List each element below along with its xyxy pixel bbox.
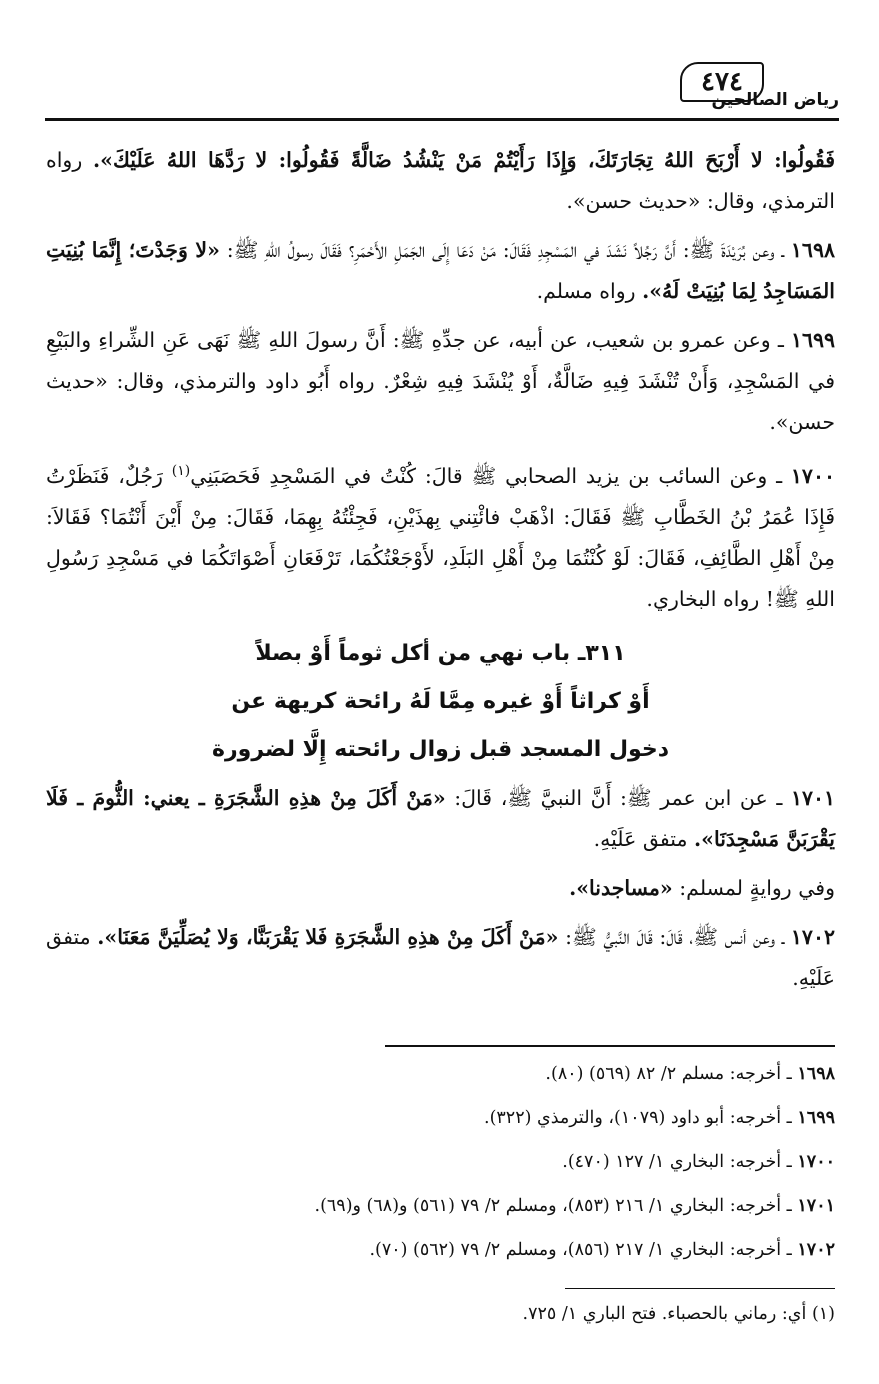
hadith-source: متفق عَلَيْهِ. bbox=[46, 924, 835, 990]
book-title: رياض الصالحين bbox=[711, 90, 839, 110]
footnote-text: ـ أخرجه: البخاري ١/ ٢١٦ (٨٥٣)، ومسلم ٢/ ٧٩ (٥٦١) و(٦٨) و(٦٩). bbox=[314, 1196, 792, 1216]
hadith-number: ١٦٩٩ bbox=[790, 328, 835, 352]
hadith-text: ـ وعن عمرو بن شعيب، عن أبيه، عن جدِّهِ ﷺ: أَنَّ رسولَ اللهِ ﷺ نَهَى عَنِ الشِّراءِ والبَيْعِ في المَسْجِدِ، وَأَنْ تُنْشَدَ فِيهِ ضَالَّةٌ، أَوْ يُنْشَدَ فِيهِ شِعْرٌ. رواه أَبُو داود والترمذي، وقال: «حديث حسن». bbox=[46, 328, 835, 434]
hadith-number: ١٧٠٢ bbox=[790, 924, 835, 949]
footnote-text: ـ أخرجه: أبو داود (١٠٧٩)، والترمذي (٣٢٢). bbox=[484, 1108, 792, 1128]
page-header bbox=[45, 60, 839, 122]
hadith-text: ـ عن ابن عمر ﷺ: أَنَّ النبيَّ ﷺ، قَالَ: bbox=[454, 785, 783, 810]
endnote bbox=[46, 1298, 835, 1330]
hadith-1699 bbox=[46, 320, 835, 443]
hadith-text: ـ وعن أنس ﷺ، قَالَ: قَالَ النَّبيُّ ﷺ: bbox=[565, 924, 785, 949]
footnote-1699 bbox=[46, 1096, 835, 1140]
hadith-text-continued: رَجُلٌ، فَنَظَرْتُ فَإِذَا عُمَرُ بْنُ الخَطَّابِ ﷺ فَقَالَ: اذْهَبْ فائْتِني بِهذَيْنِ، فَجِئْتُهُ بِهِمَا، فَقَالَ: مِنْ أَيْنَ أَنْتُمَا؟ فَقَالاَ: مِنْ أَهْلِ الطَّائِفِ، فَقَالَ: لَوْ كُنْتُمَا مِنْ أَهْلِ البَلَدِ، لأَوْجَعْتُكُمَا، تَرْفَعَانِ أَصْوَاتَكُمَا في مَسْجِدِ رَسُولِ اللهِ ﷺ! رواه البخاري. bbox=[46, 463, 835, 611]
hadith-number: ١٧٠٠ bbox=[790, 463, 835, 488]
page-number: ٤٧٤ bbox=[680, 62, 764, 102]
endnote-mark: (١) bbox=[811, 1304, 835, 1324]
hadith-text: ـ وعن السائب بن يزيد الصحابي ﷺ قالَ: كُنْتُ في المَسْجِدِ فَحَصَبَنِي bbox=[190, 463, 783, 488]
chapter-heading-line-2: أَوْ كراثاً أَوْ غيره مِمَّا لَهُ رائحة كريهة عن bbox=[231, 688, 650, 714]
hadith-text: ـ وعن بُرَيْدَةَ ﷺ: أَنَّ رَجُلاً نَشَدَ في المَسْجِدِ فَقَالَ: مَنْ دَعَا إِلَى الجَمَلِ الأَحْمَرِ؟ فَقَالَ رسولُ اللهِ ﷺ: bbox=[226, 238, 785, 262]
footnote-number: ١٧٠٠ bbox=[797, 1152, 835, 1172]
hadith-1701 bbox=[46, 778, 835, 860]
variant-intro: وفي روايةٍ لمسلم: bbox=[679, 875, 835, 900]
hadith-1702 bbox=[46, 917, 835, 999]
hadith-number: ١٦٩٨ bbox=[790, 238, 835, 262]
footnote-mark: (١) bbox=[171, 463, 191, 479]
hadith-source: متفق عَلَيْهِ. bbox=[593, 826, 688, 851]
footnote-1700 bbox=[46, 1140, 835, 1184]
variant-quote: «مساجدنا». bbox=[569, 875, 673, 900]
footnote-1701 bbox=[46, 1184, 835, 1228]
footnote-number: ١٧٠١ bbox=[797, 1196, 835, 1216]
header-rule bbox=[45, 118, 839, 121]
chapter-heading bbox=[46, 630, 835, 774]
footnote-text: ـ أخرجه: مسلم ٢/ ٨٢ (٥٦٩) (٨٠). bbox=[545, 1064, 792, 1084]
chapter-heading-line-1: ٣١١ـ باب نهي من أكل ثوماً أَوْ بصلاً bbox=[255, 640, 626, 666]
footnotes bbox=[46, 1052, 835, 1272]
footnote-1698 bbox=[46, 1052, 835, 1096]
footnote-1702 bbox=[46, 1228, 835, 1272]
endnote-text: أي: رماني بالحصباء. فتح الباري ١/ ٧٢٥. bbox=[522, 1304, 807, 1324]
hadith-quote: فَقُولُوا: لا أَرْبَحَ اللهُ تِجَارَتَكَ، وَإِذَا رَأَيْتُمْ مَنْ يَنْشُدُ ضَالَّةً فَقُولُوا: لا رَدَّهَا اللهُ عَلَيْكَ». bbox=[93, 148, 835, 172]
endnote-divider bbox=[565, 1288, 835, 1289]
hadith-quote: «مَنْ أَكَلَ مِنْ هذِهِ الشَّجَرَةِ ـ يعني: الثُّومَ ـ فَلَا يَقْرَبَنَّ مَسْجِدَنَا». bbox=[46, 785, 835, 851]
hadith-1700 bbox=[46, 451, 835, 620]
main-text bbox=[46, 140, 835, 1007]
footnote-text: ـ أخرجه: البخاري ١/ ٢١٧ (٨٥٦)، ومسلم ٢/ ٧٩ (٥٦٢) (٧٠). bbox=[369, 1240, 792, 1260]
hadith-1698 bbox=[46, 230, 835, 312]
chapter-heading-line-3: دخول المسجد قبل زوال رائحته إِلَّا لضرورة bbox=[212, 736, 669, 762]
hadith-quote: «لا وَجَدْتَ؛ إِنَّمَا بُنِيَتِ المَسَاجِدُ لِمَا بُنِيَتْ لَهُ». bbox=[46, 238, 835, 303]
footnote-number: ١٦٩٩ bbox=[797, 1108, 835, 1128]
footnote-number: ١٧٠٢ bbox=[797, 1240, 835, 1260]
hadith-continuation bbox=[46, 140, 835, 222]
hadith-source: رواه مسلم. bbox=[536, 279, 636, 303]
footnote-divider bbox=[385, 1045, 835, 1047]
hadith-quote: «مَنْ أَكَلَ مِنْ هذِهِ الشَّجَرَةِ فَلا يَقْرَبَنَّا، وَلا يُصَلِّيَنَّ مَعَنَا». bbox=[97, 924, 559, 949]
hadith-source: رواه الترمذي، وقال: «حديث حسن». bbox=[46, 148, 835, 213]
hadith-1701-variant bbox=[46, 868, 835, 909]
hadith-number: ١٧٠١ bbox=[790, 785, 835, 810]
footnote-number: ١٦٩٨ bbox=[797, 1064, 835, 1084]
footnote-text: ـ أخرجه: البخاري ١/ ١٢٧ (٤٧٠). bbox=[562, 1152, 792, 1172]
